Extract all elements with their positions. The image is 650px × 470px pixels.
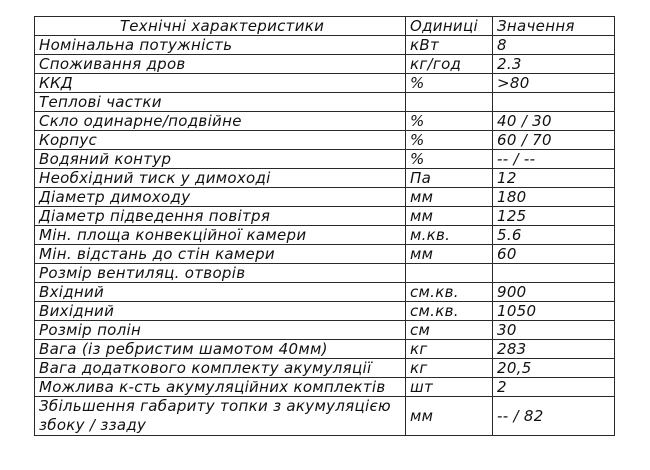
- row-unit: шт: [406, 378, 493, 397]
- row-value: 2.3: [493, 55, 615, 74]
- row-unit: мм: [406, 188, 493, 207]
- table-row: [35, 207, 615, 226]
- row-unit: см.кв.: [406, 302, 493, 321]
- row-value: -- / 82: [493, 397, 615, 436]
- row-value: 40 / 30: [493, 112, 615, 131]
- row-value: 60 / 70: [493, 131, 615, 150]
- table-row: [35, 340, 615, 359]
- row-value: 900: [493, 283, 615, 302]
- row-value: 283: [493, 340, 615, 359]
- row-unit: %: [406, 131, 493, 150]
- table-row: [35, 397, 615, 436]
- table-row: [35, 36, 615, 55]
- row-unit: мм: [406, 207, 493, 226]
- row-name: Вихідний: [35, 302, 406, 321]
- row-unit: кг: [406, 359, 493, 378]
- row-name: Розмір полін: [35, 321, 406, 340]
- table-section-row: [35, 93, 615, 112]
- row-unit: мм: [406, 245, 493, 264]
- header-units: Одиниці: [406, 17, 493, 36]
- table-row: [35, 112, 615, 131]
- row-name: Мін. площа конвекційної камери: [35, 226, 406, 245]
- table-row: [35, 245, 615, 264]
- table-row: [35, 226, 615, 245]
- header-values: Значення: [493, 17, 615, 36]
- header-characteristics: Технічні характеристики: [35, 17, 406, 36]
- row-name: Мін. відстань до стін камери: [35, 245, 406, 264]
- row-unit: %: [406, 74, 493, 93]
- row-value: 5.6: [493, 226, 615, 245]
- row-unit: %: [406, 150, 493, 169]
- row-value: -- / --: [493, 150, 615, 169]
- row-name: Необхідний тиск у димоході: [35, 169, 406, 188]
- section-name: Розмір вентиляц. отворів: [35, 264, 406, 283]
- row-value: 12: [493, 169, 615, 188]
- row-value: 1050: [493, 302, 615, 321]
- row-name: Водяний контур: [35, 150, 406, 169]
- row-name: Номінальна потужність: [35, 36, 406, 55]
- table-header-row: [35, 17, 615, 36]
- table-row: [35, 150, 615, 169]
- row-value: 20,5: [493, 359, 615, 378]
- row-unit: см.кв.: [406, 283, 493, 302]
- row-unit: %: [406, 112, 493, 131]
- row-name: Вага додаткового комплекту акумуляції: [35, 359, 406, 378]
- row-name: Вхідний: [35, 283, 406, 302]
- section-name: Теплові частки: [35, 93, 406, 112]
- row-value: [493, 93, 615, 112]
- row-name: Вага (із ребристим шамотом 40мм): [35, 340, 406, 359]
- row-unit: см: [406, 321, 493, 340]
- row-name: Діаметр підведення повітря: [35, 207, 406, 226]
- table-row: [35, 302, 615, 321]
- row-value: 8: [493, 36, 615, 55]
- row-unit: мм: [406, 397, 493, 436]
- row-name: Скло одинарне/подвійне: [35, 112, 406, 131]
- row-value: 2: [493, 378, 615, 397]
- specifications-table: [34, 16, 615, 436]
- row-value: 30: [493, 321, 615, 340]
- table-row: [35, 283, 615, 302]
- table-row: [35, 378, 615, 397]
- row-value: [493, 264, 615, 283]
- row-unit: кг/год: [406, 55, 493, 74]
- row-unit: [406, 93, 493, 112]
- table-section-row: [35, 264, 615, 283]
- row-unit: Па: [406, 169, 493, 188]
- row-unit: м.кв.: [406, 226, 493, 245]
- row-value: 125: [493, 207, 615, 226]
- table-row: [35, 169, 615, 188]
- row-name: Діаметр димоходу: [35, 188, 406, 207]
- table-row: [35, 321, 615, 340]
- row-value: >80: [493, 74, 615, 93]
- row-name: Споживання дров: [35, 55, 406, 74]
- row-name: ККД: [35, 74, 406, 93]
- row-unit: [406, 264, 493, 283]
- row-name: Можлива к-сть акумуляційних комплектів: [35, 378, 406, 397]
- table-row: [35, 74, 615, 93]
- table-row: [35, 131, 615, 150]
- table-row: [35, 55, 615, 74]
- row-value: 60: [493, 245, 615, 264]
- row-unit: кВт: [406, 36, 493, 55]
- row-name: Корпус: [35, 131, 406, 150]
- row-value: 180: [493, 188, 615, 207]
- table-row: [35, 188, 615, 207]
- row-unit: кг: [406, 340, 493, 359]
- row-name: Збільшення габариту топки з акумуляцією збоку / ззаду: [35, 397, 406, 436]
- table-row: [35, 359, 615, 378]
